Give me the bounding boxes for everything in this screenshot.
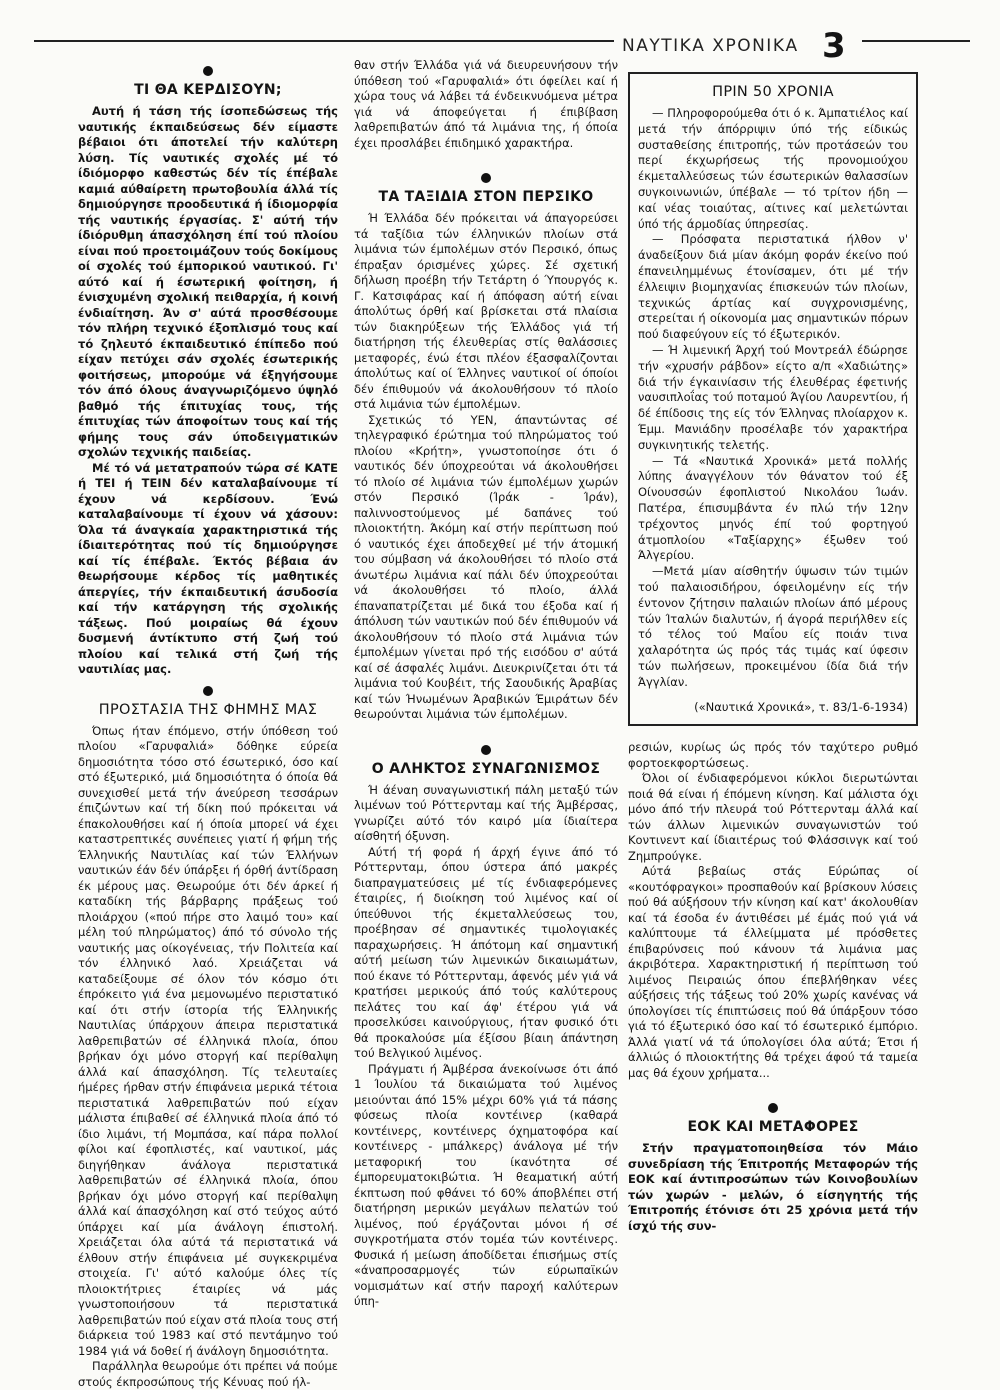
column-1 <box>78 58 338 1390</box>
publication-title: ΝΑΥΤΙΚΑ ΧΡΟΝΙΚΑ <box>622 36 799 56</box>
article-paragraph: θαν στήν Έλλάδα γιά νά διευρευνήσουν τήν ύπόθεση τού «Γαρυφαλιά» ότι όφείλει καί ή χώρα τους νά λάβει τά ένδεικνυόμενα μέτρα γιά νά άποφεύγεται ή έπιβίβαση λαθρεπιβατών άπό τά λιμάνια της, ή όποία έχει προσλάβει έπιδημικό χαρακτήρα. <box>354 58 618 150</box>
page-number: 3 <box>822 26 846 66</box>
article-paragraph: ρεσιών, κυρίως ώς πρός τόν ταχύτερο ρυθμό φορτοεκφορτώσεως. <box>628 740 918 770</box>
column-2 <box>354 58 618 1310</box>
box-heading: ΠΡΙΝ 50 ΧΡΟΝΙΑ <box>712 84 834 100</box>
box-paragraph: — Τά «Ναυτικά Χρονικά» μετά πολλής λύπης άναγγέλουν τόν θάνατον τού έξ Οίνουσσών έφοπλιστού Νικολάου Ίωάν. Πατέρα, έπισυμβάντα έν πλώ τήν 12ην τρέχοντος μηνός έπί τού φορτηγού άτμοπλοίου «Ταξίαρχης» έξωθεν τού Άλγερίου. <box>638 453 908 563</box>
bullet-dot-icon <box>203 66 213 76</box>
history-box <box>628 72 918 726</box>
section-heading: ΕΟΚ ΚΑΙ ΜΕΤΑΦΟΡΕΣ <box>687 1119 859 1136</box>
box-paragraph: —Μετά μίαν αίσθητήν ύψωσιν τών τιμών τού παλαιοσιδήρου, όφειλομένην είς τήν έντονον ζήτησιν παλαιών πλοίων άπό μέρους τών Ίταλών διαλυτών, ή άγορά περιήλθεν είς τό τέλος τού Μαΐου είς ποιάν τινα χαλαρότητα ώς πρός τάς τιμάς καί ύφεσιν τών πωλήσεων, προκειμένου ίδία διά τήν Άγγλίαν. <box>638 564 908 689</box>
box-paragraph: — Πληροφορούμεθα ότι ό κ. Άμπατιέλος καί μετά τήν άπόρριψιν ύπό τής είδικώς συσταθείσης έπιτροπής, τών προτάσεών του περί έκχωρήσεως τής προνομιούχου έκμεταλλεύσεως τών έσωτερικών θαλασσίων συγκοινωνιών, ύπέβαλε — τό τρίτον ήδη — καί νέας τοιαύτας, αίτινες καί μελετώνται ύπό τής άρμοδίας ύπηρεσίας. <box>638 106 908 231</box>
article-paragraph: Παράλληλα θεωρούμε ότι πρέπει νά πούμε στούς έκπροσώπους τής Κένυας πού ήλ- <box>78 1359 338 1389</box>
section-heading: Ο ΑΛΗΚΤΟΣ ΣΥΝΑΓΩΝΙΣΜΟΣ <box>371 760 601 777</box>
box-source: («Ναυτικά Χρονικά», τ. 83/1-6-1934) <box>694 700 908 715</box>
header-rule-right <box>862 40 970 42</box>
header-rule-left <box>34 40 614 42</box>
article-paragraph: Στήν πραγματοποιηθείσα τόν Μάιο συνεδρίαση τής Έπιτροπής Μεταφορών τής ΕΟΚ καί άντιπροσώπων τών Κοινοβουλίων τών χωρών - μελών, ό είσηγητής τής Έπιτροπής έτόνισε ότι 25 χρόνια μετά τήν ίσχύ τής συν- <box>628 1141 918 1233</box>
article-paragraph: Ή άέναη συναγωνιστική πάλη μεταξύ τών λιμένων τού Ρόττερνταμ καί τής Άμβέρσας, γνωρίζει αύτό τόν καιρό μία ίδιαίτερα αίσθητή όξυνση. <box>354 782 618 843</box>
section-heading: ΤΑ ΤΑΞΙΔΙΑ ΣΤΟΝ ΠΕΡΣΙΚΟ <box>378 189 594 205</box>
bullet-dot-icon <box>203 686 213 696</box>
article-paragraph: Ή Έλλάδα δέν πρόκειται νά άπαγορεύσει τά ταξίδια τών έλληνικών πλοίων στά λιμάνια τών έμπολέμων στόν Περσικό, όπως έπραξαν όρισμένες χώρες. Σέ σχετική δήλωση προέβη τήν Τετάρτη ό Ύπουργός κ. Γ. Κατσιφάρας καί ή άπόφαση αύτή είναι άπολύτως όρθή καί βρίσκεται στά πλαίσια τών διακηρύξεων τής Έλλάδος γιά τή διατήρηση τής έλευθερίας στίς θαλάσσιες μεταφορές, ένώ έτσι πλέον έξασφαλίζονται άπολύτως καί οί Έλληνες ναυτικοί οί όποίοι δέν έπιθυμούν νά άκολουθήσουν τό πλοίο στά λιμάνια τών έμπολέμων. <box>354 211 618 411</box>
article-paragraph: Αύτά βεβαίως στάς Εύρώπας οί «κουτόφραγκοι» προσπαθούν καί βρίσκουν λύσεις πού θά αύξήσουν τήν κίνηση καί κατ' άκολουθίαν καί τά έσοδα έν άντιθέσει μέ έμάς πού γιά νά καλύπτουμε τά έλλείμματα μέ πρόσθετες έπιβαρύνσεις πού κάνουν τά λιμάνια μας άκριβότερα. Χαρακτηριστική ή περίπτωση τού λιμένος Πειραιώς όπου έπεβλήθηκαν νέες αύξήσεις τής τάξεως τού 20% χωρίς κανένας νά ύπολογίσει τίς έπιπτώσεις πού θά ύπάρξουν τόσο γιά τό έξωτερικό όσο καί τό έσωτερικό έμπόριο. Άλλά γιατί νά τά ύπολογίσει όλα αύτά; Έτσι ή άλλιώς ό πλοιοκτήτης θά τρέχει άφού τά ταμεία μας θά έχουν χρήματα... <box>628 864 918 1080</box>
bullet-dot-icon <box>481 745 491 755</box>
box-paragraph: — Ή λιμενική Άρχή τού Μοντρεάλ έδώρησε τήν «χρυσήν ράβδον» είςτο α/π «Χαδιώτης» διά τήν έγκαινίασιν τής έλευθέρας έφετινής ναυσιπλοΐας τού ποταμού Άγίου Λαυρεντίου, ή δέ έπίδοσις της είς τόν Έλληνας πλοίαρχον κ. Έμμ. Μανιάδην προσέλαβε τόν χαρακτήρα συγκινητικής τελετής. <box>638 342 908 452</box>
section-heading: ΤΙ ΘΑ ΚΕΡΔΙΣΟΥΝ; <box>134 82 282 98</box>
bullet-dot-icon <box>481 173 491 183</box>
section-heading: ΠΡΟΣΤΑΣΙΑ ΤΗΣ ΦΗΜΗΣ ΜΑΣ <box>98 701 318 718</box>
article-paragraph: Μέ τό νά μετατραπούν τώρα σέ ΚΑΤΕ ή ΤΕΙ ή ΤΕΙΝ δέν καταλαβαίνουμε τί έχουν νά κερδίσουν. Ένώ καταλαβαίνουμε τί έχουν νά χάσουν: Όλα τά άναγκαία χαρακτηριστικά τής ίδιαιτερότητας πού τίς δημιούργησε καί τίς έπέβαλε. Έκτός βέβαια άν θεωρήσουμε κέρδος τίς μαθητικές άπεργίες, τήν έκπαιδευτική άσυδοσία καί τήν κατάργηση τής σχολικής τάξεως. Πού μοιραίως θά έχουν δυσμενή άντίκτυπο στή ζωή τού πλοίου καί τελικά στή ζωή τής ναυτιλίας μας. <box>78 460 338 676</box>
bullet-dot-icon <box>768 1103 778 1113</box>
article-paragraph: Πράγματι ή Άμβέρσα άνεκοίνωσε ότι άπό 1 Ίουλίου τά δικαιώματα τού λιμένος μειούνται άπό 15% μέχρι 60% γιά τά πάσης φύσεως πλοία κοντέινερ (καθαρά κοντέινερς, κοντέινερς όχηματοφόρα καί κοντέινερς - μπάλκερς) άνάλογα μέ τήν μεταφορική του ίκανότητα σέ έμπορευματοκιβώτια. Ή θεαματική αύτή έκπτωση πού φθάνει τό 60% άποβλέπει στή διατήρηση μερικών μεγάλων πελατών τού λιμένος, πού έργάζονται μόνοι ή σέ συγκροτήματα στόν τομέα τών κοντέινερς. Φυσικά ή μείωση άποδίδεται έπισήμως στίς «άναπροσαρμογές τών εύρωπαϊκών νομισμάτων καί στήν παροχή καλύτερων ύπη- <box>354 1061 618 1308</box>
box-paragraph: — Πρόσφατα περιστατικά ήλθον ν' άναδείξουν διά μίαν άκόμη φοράν έκείνο πού έπανειλημμένως έτονίσαμεν, ότι μέ τήν έλλειψιν βιομηχανίας έπισκευών τών πλοίων, τεχνικώς άρτίας καί συγχρονισμένης, στερείται ή οίκονομία μας σημαντικών πόρων πού διαφεύγουν είς τό έξωτερικόν. <box>638 232 908 342</box>
article-paragraph: Όλοι οί ένδιαφερόμενοι κύκλοι διερωτώνται ποιά θά είναι ή έπόμενη κίνηση. Καί μάλιστα όχι μόνο άπό τήν πλευρά τού Ρόττερνταμ άλλά καί τών άλλων λιμενικών συναγωνιστών τού Κοντινεντ καί ίδιαιτέρως τού Φλάσσινγκ καί τού Ζημπρούγκε. <box>628 771 918 863</box>
article-paragraph: Αυτή ή τάση τής ίσοπεδώσεως τής ναυτικής έκπαιδεύσεως δέν είμαστε βέβαιοι ότι άποτελεί τήν καλύτερη λύση. Τίς ναυτικές σχολές μέ τό ίδιόμορφο καθεστώς δέν τίς έπέβαλε καμιά αύθαίρετη πρωτοβουλία άλλά τίς δημιούργησε προοδευτικά ή ίδιομορφία τής ναυτικής έργασίας. Σ' αύτή τήν ίδιόρυθμη άπασχόληση έπί τού πλοίου είναι πού προετοιμάζουν τούς δοκίμους οί σχολές τού έμπορικού ναυτικού. Γι' αύτό καί ή έσωτερική φοίτηση, ή ένισχυμένη σχολική πειθαρχία, ή κοινή ένδιαίτηση. Άν σ' αύτά προσθέσουμε τόν πλήρη τεχνικό έξοπλισμό τους καί τό ζηλευτό έκπαιδευτικό έπίπεδο πού είχαν πετύχει σάν σχολές έσωτερικής φοιτήσεως, μπορούμε νά έξηγήσουμε τόν άπό όλους άναγνωριζόμενο ύψηλό βαθμό τής έπιτυχίας τους, τής έπιτυχίας τών άποφοίτων τους καί τής φήμης τους σάν ύποδειγματικών σχολών τεχνικής παιδείας. <box>78 104 338 459</box>
column-3 <box>628 58 918 1234</box>
article-paragraph: Αύτή τή φορά ή άρχή έγινε άπό τό Ρόττερνταμ, όπου ύστερα άπό μακρές διαπραγματεύσεις μέ τίς ένδιαφερόμενες έταιρίες, ή διοίκηση τού λιμένος καί οί ύπεύθυνοι τής έκμεταλλεύσεως του, προέβησαν σέ σημαντικές τιμολογιακές παραχωρήσεις. Ή άπότομη καί σημαντική αύτή μείωση τών λιμενικών δικαιωμάτων, πού έκανε τό Ρόττερνταμ, άφενός μέν γιά νά κρατήσει μερικούς άπό τούς καλύτερους πελάτες του καί άφ' έτέρου γιά νά προσελκύσει καινούργιους, ήταν φυσικό ότι θά προκαλούσε μία έξίσου βίαιη άπάντηση τού Βελγικού λιμένος. <box>354 844 618 1060</box>
article-paragraph: Σχετικώς τό ΥΕΝ, άπαντώντας σέ τηλεγραφικό έρώτημα τού πληρώματος τού πλοίου «Κρήτη», γνωστοποίησε ότι ό ναυτικός δέν ύποχρεούται νά άκολουθήσει τό πλοίο σέ λιμάνια τών έμπολέμων χωρών στόν Περσικό (Ίράκ - Ίράν), παλιννοστούμενος μέ δαπάνες τού πλοιοκτήτη. Άκόμη καί στήν περίπτωση πού ό ναυτικός έχει άποδεχθεί μέ τήν άτομική του σύμβαση νά άκολουθήσει τό πλοίο στά άνωτέρω λιμάνια καί πάλι δέν ύποχρεούται νά άκολουθήσει τό πλοίο, άλλά έπαναπατρίζεται μέ δικά του έξοδα καί ή άπόλυση τών ναυτικών πού δέν έπιθυμούν νά άκολουθήσουν τό πλοίο στά λιμάνια τών έμπολέμων γίνεται πρό τής εισόδου σ' αύτά καί σέ άσφαλές λιμάνι. Διευκρινίζεται ότι τά λιμάνια τού Κουβέιτ, τής Σαουδικής Άραβίας καί τών Ήνωμένων Άραβικών Έμιράτων δέν θεωρούνται λιμάνια τών έμπολέμων. <box>354 412 618 721</box>
article-paragraph: Όπως ήταν έπόμενο, στήν ύπόθεση τού πλοίου «Γαρυφαλιά» δόθηκε εύρεία δημοσιότητα τόσο στό έσωτερικό, όσο καί στό έξωτερικό, μιά δημοσιότητα ό όποία θά συνεχισθεί μετά τήν άνεύρεση τεσσάρων έπιζώντων καί τή δίκη πού πρόκειται νά έπακολουθήσει καί ή όποία μπορεί νά έχει καταστρεπτικές συνέπειες γιατί ή φήμη τής Έλληνικής Ναυτιλίας καί τών Έλλήνων ναυτικών έάν δέν ύπάρξει ή όρθή άντίδραση έκ μέρους μας. Θεωρούμε ότι δέν άρκεί ή καταδίκη τής βάρβαρης πράξεως τού πλοιάρχου («πού πήρε στο λαιμό του» καί μέλη τού πληρώματος) άπό τό σύνολο τής ναυτικής μας οίκογένειας, τήν Πολιτεία καί τόν έλληνικό λαό. Χρειάζεται νά καταδείξουμε σέ όλον τόν κόσμο ότι έπρόκειτο γιά ένα μεμονωμένο περιστατικό καί ότι στήν ίστορία τής Έλληνικής Ναυτιλίας ύπάρχουν άπειρα περιστατικά λαθρεπιβατών σέ έλληνικά πλοία, όπου βρήκαν όχι μόνο στοργή καί περίθαλψη άλλά καί άπασχόληση. Τίς τελευταίες ήμέρες ήρθαν στήν έπιφάνεια μερικά τέτοια περιστατικά λαθρεπιβατών πού είχαν μάλιστα έπιβαθεί σέ έλληνικά πλοία άπό τό ίδιο λιμάνι, τή Μομπάσα, καί πάρα πολλοί φίλοι καί έφοπλιστές, καί ναυτικοί, μάς διηγήθηκαν άνάλογα περιστατικά λαθρεπιβατών σέ έλληνικά πλοία, όπου βρήκαν όχι μόνο στοργή καί περίθαλψη άλλά καί άπασχόληση καί στό τεύχος αύτό ύπάρχει καί μία άνάλογη έπιστολή. Χρειάζεται όλα αύτά τά περιστατικά νά έλθουν στήν έπιφάνεια μέ συγκεκριμένα στοιχεία. Γι' αύτό καλούμε όλες τίς πλοιοκτήτριες έταιρίες νά μάς γνωστοποιήσουν τά περιστατικά λαθρεπιβατών πού είχαν στά πλοία τους στή διάρκεια τού 1983 καί στό πεντάμηνο τού 1984 γιά νά δοθεί ή άνάλογη δημοσιότητα. <box>78 723 338 1358</box>
